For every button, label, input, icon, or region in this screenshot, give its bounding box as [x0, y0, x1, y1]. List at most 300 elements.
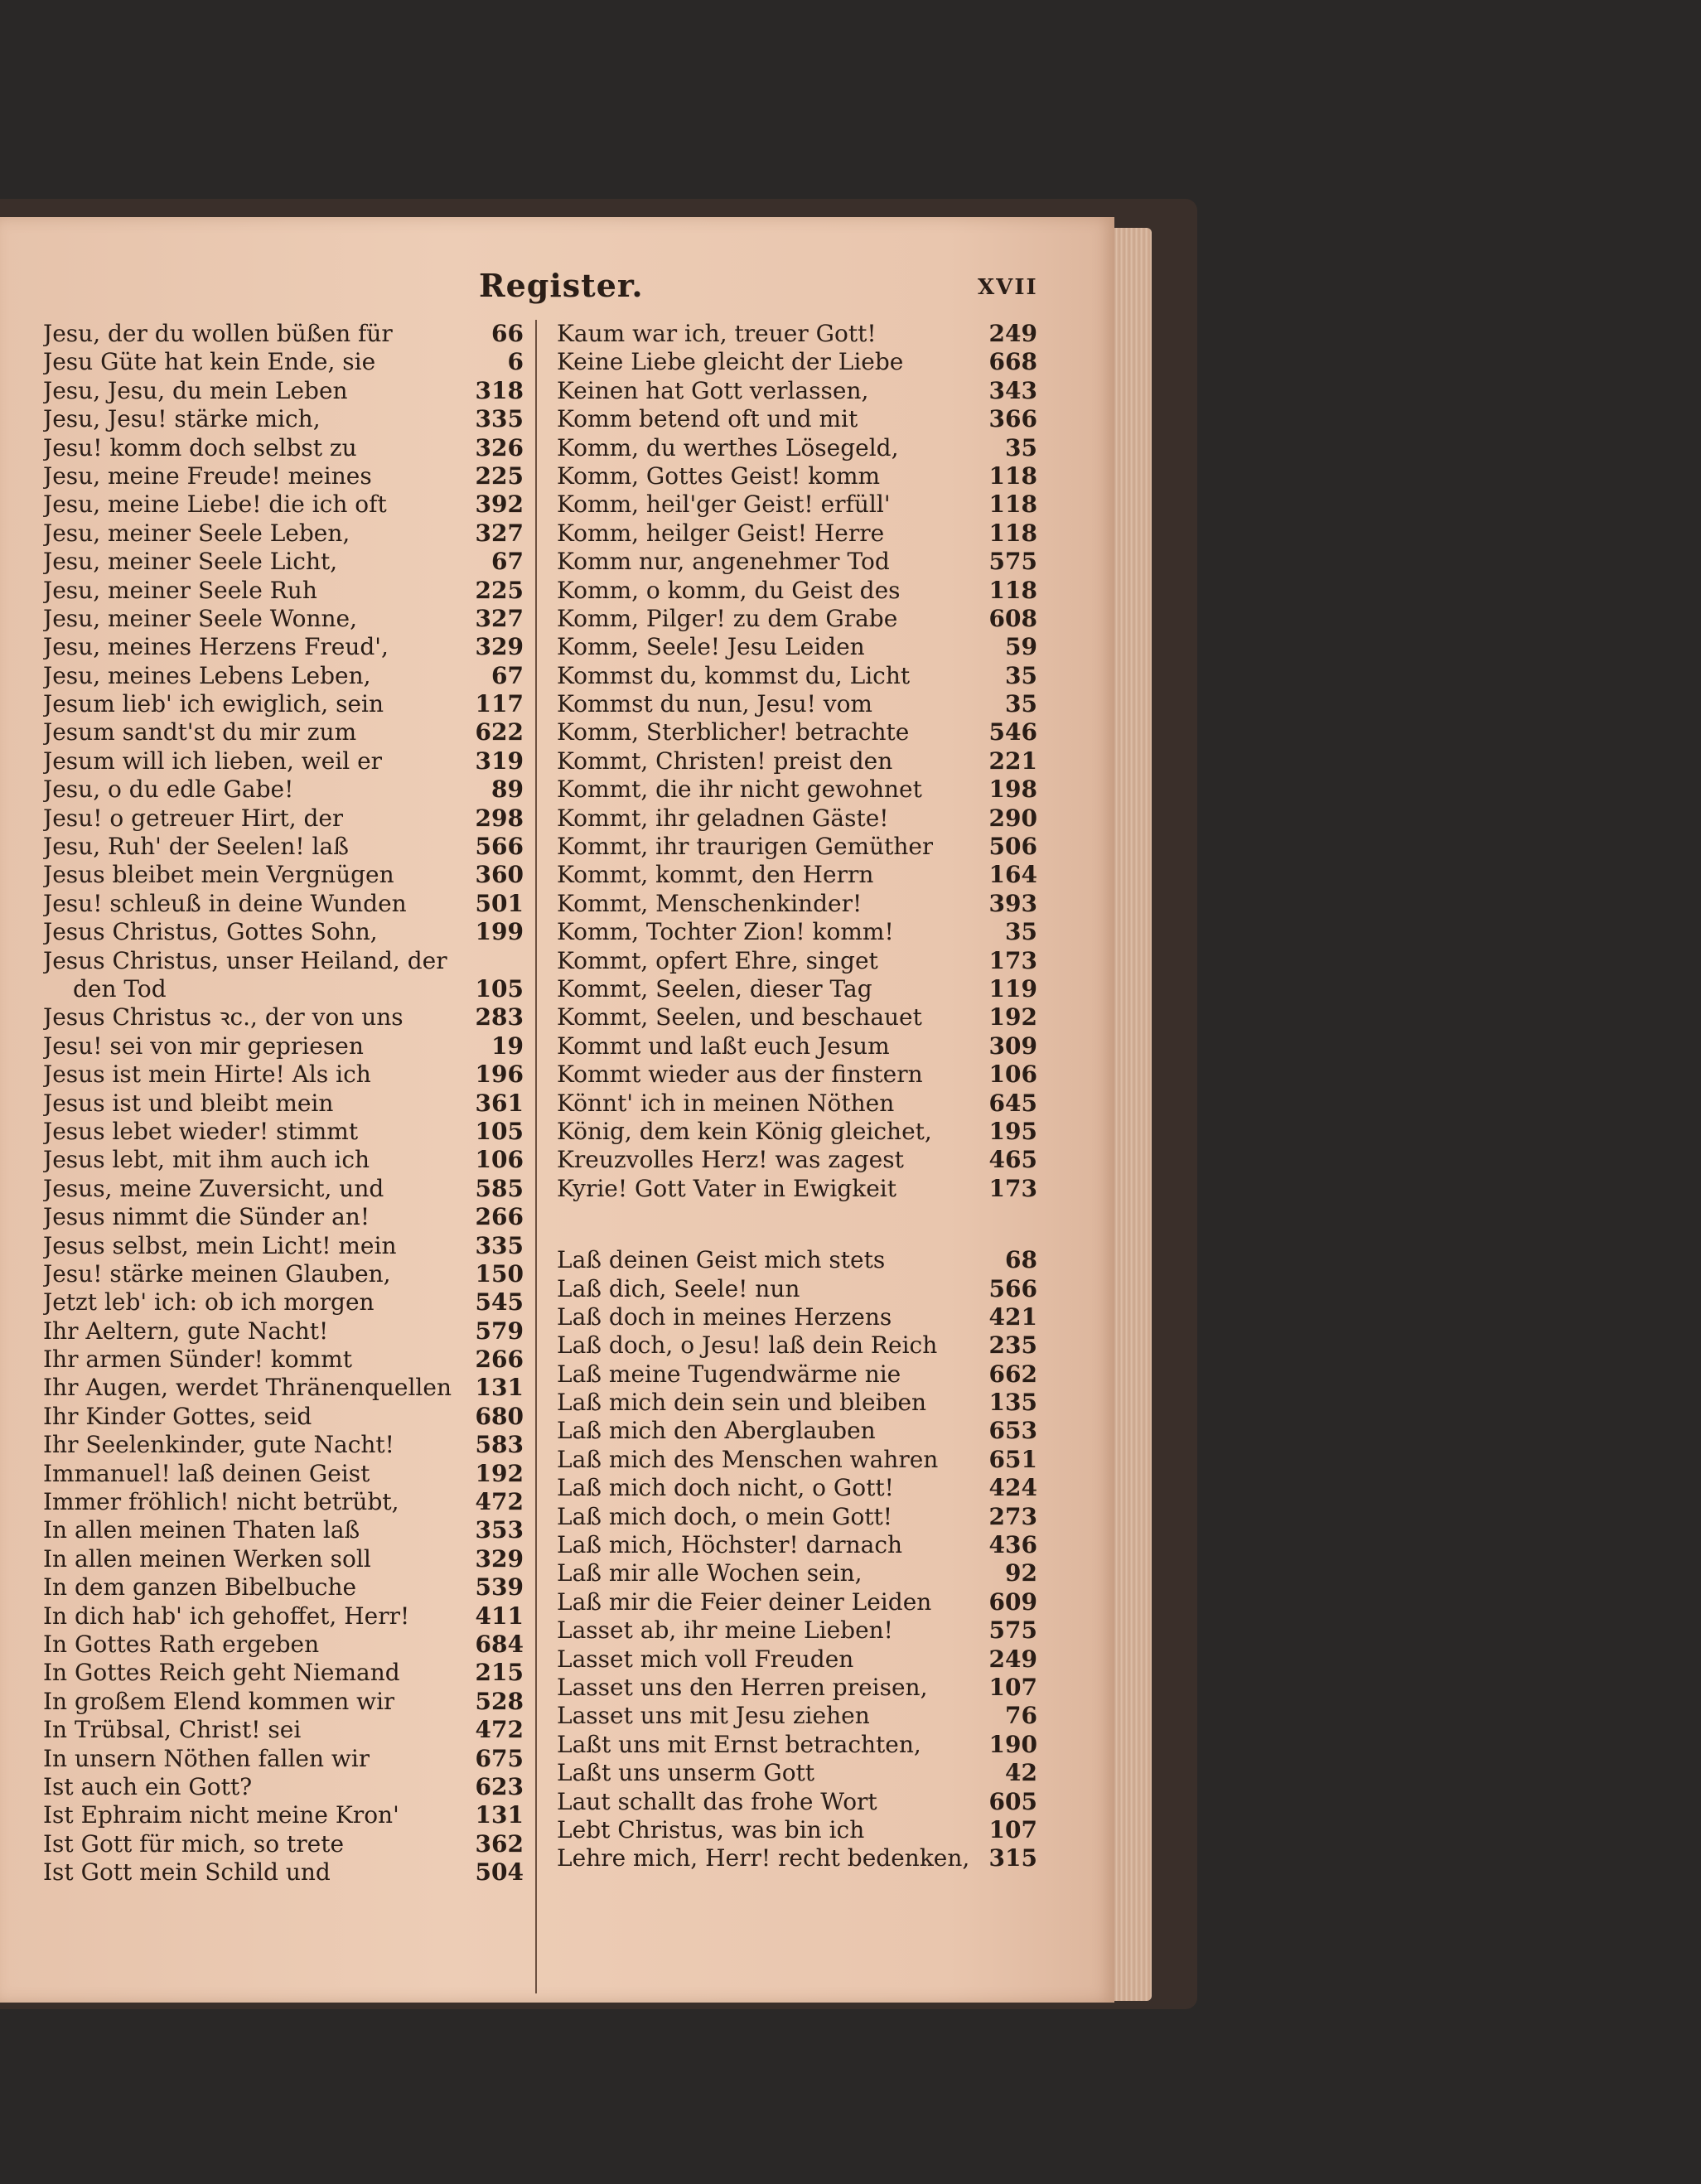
index-entry	[43, 1830, 524, 1858]
entry-title: Lebt Christus, was bin ich	[557, 1815, 865, 1843]
entry-title: Kommt, Christen! preist den	[557, 747, 893, 775]
index-entry	[43, 1317, 524, 1346]
entry-page-number: 107	[988, 1673, 1037, 1701]
entry-page-number: 579	[475, 1317, 524, 1345]
index-entry	[557, 1032, 1037, 1061]
entry-title: Jesu, der du wollen büßen für	[43, 320, 393, 347]
entry-page-number: 196	[475, 1061, 524, 1089]
index-entry	[43, 377, 524, 405]
index-entry	[557, 1360, 1037, 1389]
index-entry	[43, 776, 524, 804]
index-entry	[43, 1175, 524, 1203]
index-entry	[43, 1745, 524, 1773]
index-entry	[43, 1260, 524, 1288]
entry-title: Keine Liebe gleicht der Liebe	[557, 348, 904, 376]
entry-title: den Tod	[73, 974, 167, 1003]
entry-title: Ist Gott für mich, so trete	[43, 1829, 345, 1858]
index-entry	[557, 1389, 1037, 1417]
index-entry	[43, 1858, 524, 1887]
entry-title: Jetzt leb' ich: ob ich morgen	[43, 1288, 375, 1317]
entry-title: In großem Elend kommen wir	[43, 1687, 395, 1715]
index-entry	[43, 462, 524, 490]
entry-page-number: 19	[491, 1032, 524, 1060]
entry-title: Laß deinen Geist mich stets	[557, 1246, 886, 1274]
entry-page-number: 360	[475, 861, 524, 889]
entry-page-number: 472	[475, 1488, 524, 1516]
entry-page-number: 67	[491, 548, 524, 576]
entry-title: Jesu! stärke meinen Glauben,	[43, 1259, 391, 1288]
entry-page-number: 585	[475, 1174, 524, 1202]
index-entry	[557, 633, 1037, 661]
entry-title: Kommt, opfert Ehre, singet	[557, 946, 878, 974]
entry-page-number: 266	[475, 1203, 524, 1231]
entry-title: Laß mich des Menschen wahren	[557, 1445, 939, 1473]
entry-page-number: 106	[988, 1061, 1037, 1089]
page-header	[0, 267, 1114, 316]
entry-page-number: 684	[475, 1630, 524, 1658]
entry-page-number: 353	[475, 1516, 524, 1544]
entry-title: Laß meine Tugendwärme nie	[557, 1360, 901, 1388]
index-entry	[557, 1844, 1037, 1872]
entry-page-number: 35	[1005, 661, 1037, 689]
index-entry	[557, 1702, 1037, 1730]
entry-page-number: 273	[988, 1502, 1037, 1530]
entry-title: Jesu, meiner Seele Ruh	[43, 576, 317, 604]
entry-page-number: 67	[491, 661, 524, 689]
entry-page-number: 539	[475, 1573, 524, 1602]
entry-page-number: 6	[507, 348, 524, 376]
index-entry	[557, 548, 1037, 576]
entry-title: Jesus ist und bleibt mein	[43, 1089, 334, 1117]
entry-page-number: 266	[475, 1346, 524, 1374]
index-entry	[43, 434, 524, 462]
entry-title: Laß mir alle Wochen sein,	[557, 1559, 863, 1587]
index-entry	[557, 577, 1037, 605]
entry-title: Jesu! schleuß in deine Wunden	[43, 889, 407, 917]
index-entry	[43, 519, 524, 548]
index-entry	[43, 548, 524, 576]
entry-page-number: 319	[475, 747, 524, 775]
entry-page-number: 680	[475, 1402, 524, 1430]
index-entry	[557, 462, 1037, 490]
entry-title: Immanuel! laß deinen Geist	[43, 1459, 370, 1487]
entry-page-number: 609	[988, 1587, 1037, 1616]
index-entry	[43, 947, 524, 975]
entry-title: Kommt wieder aus der finstern	[557, 1061, 923, 1089]
entry-title: Laßt uns mit Ernst betrachten,	[557, 1730, 921, 1758]
entry-page-number: 651	[988, 1445, 1037, 1473]
entry-title: Jesu, o du edle Gabe!	[43, 776, 294, 804]
index-entry	[557, 662, 1037, 690]
entry-title: Laß doch in meines Herzens	[557, 1302, 892, 1331]
entry-page-number: 309	[988, 1032, 1037, 1060]
page-title: Register.	[479, 267, 644, 304]
entry-title: Kommt, Seelen, und beschauet	[557, 1003, 922, 1032]
entry-page-number: 225	[475, 461, 524, 490]
entry-page-number: 645	[988, 1089, 1037, 1117]
entry-title: Ihr armen Sünder! kommt	[43, 1346, 352, 1374]
entry-title: Laut schallt das frohe Wort	[557, 1787, 877, 1815]
entry-title: Laß mir die Feier deiner Leiden	[557, 1587, 932, 1616]
entry-page-number: 622	[475, 718, 524, 747]
entry-page-number: 583	[475, 1431, 524, 1459]
entry-page-number: 329	[475, 1544, 524, 1573]
index-entry	[557, 1503, 1037, 1531]
index-entry	[43, 1374, 524, 1402]
entry-page-number: 173	[988, 1174, 1037, 1202]
entry-page-number: 366	[988, 405, 1037, 433]
entry-page-number: 504	[475, 1858, 524, 1887]
index-entry	[557, 320, 1037, 348]
entry-title: Lasset uns den Herren preisen,	[557, 1673, 928, 1701]
entry-page-number: 662	[988, 1360, 1037, 1388]
entry-title: Immer fröhlich! nicht betrübt,	[43, 1488, 399, 1516]
entry-page-number: 105	[475, 1117, 524, 1145]
entry-page-number: 501	[475, 889, 524, 917]
entry-page-number: 566	[988, 1274, 1037, 1302]
entry-title: Laß mich, Höchster! darnach	[557, 1531, 903, 1559]
entry-title: Kommt, Seelen, dieser Tag	[557, 974, 872, 1003]
index-entry	[557, 519, 1037, 548]
index-entry	[557, 1588, 1037, 1616]
index-entry	[43, 1203, 524, 1231]
index-entry	[43, 747, 524, 776]
index-entry	[43, 1232, 524, 1260]
entry-title: Lasset uns mit Jesu ziehen	[557, 1702, 870, 1730]
index-entry	[557, 490, 1037, 519]
entry-title: König, dem kein König gleichet,	[557, 1117, 932, 1145]
entry-title: Jesum lieb' ich ewiglich, sein	[43, 690, 384, 718]
entry-title: Laß doch, o Jesu! laß dein Reich	[557, 1331, 938, 1360]
entry-title: Kyrie! Gott Vater in Ewigkeit	[557, 1174, 897, 1202]
index-entry	[557, 1090, 1037, 1118]
entry-page-number: 118	[988, 490, 1037, 519]
entry-title: Jesu, Ruh' der Seelen! laß	[43, 833, 349, 861]
entry-title: Komm, heil'ger Geist! erfüll'	[557, 490, 891, 519]
index-entry	[43, 1488, 524, 1516]
entry-page-number: 225	[475, 576, 524, 604]
index-entry	[557, 918, 1037, 946]
entry-page-number: 131	[475, 1374, 524, 1402]
index-entry	[43, 490, 524, 519]
entry-page-number: 150	[475, 1259, 524, 1288]
entry-title: Jesus nimmt die Sünder an!	[43, 1203, 370, 1231]
entry-title: Jesum sandt'st du mir zum	[43, 718, 357, 747]
index-entry	[557, 776, 1037, 804]
index-entry	[43, 1516, 524, 1544]
entry-page-number: 249	[988, 320, 1037, 347]
entry-page-number: 546	[988, 718, 1037, 747]
index-entry	[43, 1061, 524, 1089]
entry-page-number: 675	[475, 1744, 524, 1772]
entry-title: In dich hab' ich gehoffet, Herr!	[43, 1602, 410, 1630]
index-entry	[43, 1716, 524, 1744]
entry-title: Jesu Güte hat kein Ende, sie	[43, 348, 376, 376]
entry-page-number: 343	[988, 376, 1037, 404]
entry-title: Jesus lebet wieder! stimmt	[43, 1117, 359, 1145]
index-entry	[557, 1531, 1037, 1559]
entry-title: Jesu, Jesu! stärke mich,	[43, 405, 321, 433]
entry-page-number: 362	[475, 1829, 524, 1858]
entry-page-number: 198	[988, 776, 1037, 804]
entry-page-number: 506	[988, 833, 1037, 861]
entry-page-number: 315	[988, 1844, 1037, 1872]
index-entry	[557, 434, 1037, 462]
entry-page-number: 119	[988, 974, 1037, 1003]
index-entry	[43, 1631, 524, 1659]
book-page	[0, 217, 1114, 2003]
entry-title: In Trübsal, Christ! sei	[43, 1716, 302, 1744]
entry-title: Kommt und laßt euch Jesum	[557, 1032, 890, 1060]
entry-title: Laß mich dein sein und bleiben	[557, 1389, 927, 1417]
entry-page-number: 392	[475, 490, 524, 519]
index-entry	[43, 605, 524, 633]
entry-title: Kaum war ich, treuer Gott!	[557, 320, 877, 347]
index-entry	[557, 1303, 1037, 1331]
entry-page-number: 566	[475, 833, 524, 861]
index-entry	[557, 1474, 1037, 1502]
entry-page-number: 411	[475, 1602, 524, 1630]
index-entry	[43, 320, 524, 348]
entry-page-number: 605	[988, 1787, 1037, 1815]
entry-title: Jesu, meiner Seele Licht,	[43, 548, 338, 576]
index-column-right	[557, 320, 1037, 1873]
index-entry	[43, 577, 524, 605]
index-entry	[557, 1331, 1037, 1360]
entry-page-number: 329	[475, 633, 524, 661]
entry-title: Kommt, ihr traurigen Gemüther	[557, 833, 934, 861]
index-entry	[43, 1431, 524, 1459]
entry-title: Komm, Gottes Geist! komm	[557, 461, 881, 490]
entry-title: Kommt, ihr geladnen Gäste!	[557, 804, 889, 832]
index-entry	[43, 1659, 524, 1687]
index-section-l	[557, 1246, 1037, 1873]
index-entry	[43, 890, 524, 918]
entry-page-number: 35	[1005, 433, 1037, 461]
entry-title: Komm, o komm, du Geist des	[557, 576, 901, 604]
entry-title: Jesu, meine Liebe! die ich oft	[43, 490, 387, 519]
entry-title: Komm, Pilger! zu dem Grabe	[557, 604, 898, 632]
entry-title: In Gottes Rath ergeben	[43, 1630, 320, 1658]
entry-page-number: 235	[988, 1331, 1037, 1360]
entry-title: Kommst du nun, Jesu! vom	[557, 690, 872, 718]
index-entry	[43, 975, 524, 1003]
index-entry	[43, 861, 524, 889]
entry-page-number: 327	[475, 604, 524, 632]
index-entry	[557, 1759, 1037, 1787]
entry-page-number: 290	[988, 804, 1037, 832]
index-entry	[557, 747, 1037, 776]
index-entry	[43, 1146, 524, 1174]
entry-title: Komm, heilger Geist! Herre	[557, 519, 885, 547]
entry-page-number: 117	[475, 690, 524, 718]
entry-page-number: 668	[988, 348, 1037, 376]
index-entry	[557, 1175, 1037, 1203]
index-entry	[43, 1773, 524, 1801]
entry-page-number: 131	[475, 1801, 524, 1829]
index-entry	[557, 1446, 1037, 1474]
entry-page-number: 221	[988, 747, 1037, 775]
index-entry	[43, 1602, 524, 1631]
entry-title: Kommt, kommt, den Herrn	[557, 861, 874, 889]
entry-title: Jesus, meine Zuversicht, und	[43, 1174, 384, 1202]
entry-page-number: 436	[988, 1531, 1037, 1559]
index-entry	[43, 1032, 524, 1061]
entry-title: In allen meinen Werken soll	[43, 1544, 371, 1573]
entry-page-number: 92	[1005, 1559, 1037, 1587]
entry-title: Ihr Augen, werdet Thränenquellen	[43, 1374, 452, 1402]
entry-page-number: 608	[988, 604, 1037, 632]
entry-title: Jesus lebt, mit ihm auch ich	[43, 1146, 370, 1174]
index-entry	[43, 690, 524, 718]
index-entry	[43, 1003, 524, 1032]
index-entry	[557, 718, 1037, 747]
index-entry	[557, 605, 1037, 633]
entry-page-number: 298	[475, 804, 524, 832]
entry-title: Laß mich doch, o mein Gott!	[557, 1502, 893, 1530]
entry-page-number: 653	[988, 1417, 1037, 1445]
index-entry	[557, 1674, 1037, 1702]
index-entry	[557, 405, 1037, 433]
entry-title: Komm betend oft und mit	[557, 405, 858, 433]
entry-page-number: 195	[988, 1117, 1037, 1145]
index-entry	[557, 1061, 1037, 1089]
entry-page-number: 173	[988, 946, 1037, 974]
entry-page-number: 575	[988, 548, 1037, 576]
index-entry	[557, 348, 1037, 376]
index-entry	[557, 1731, 1037, 1759]
index-entry	[557, 1417, 1037, 1445]
entry-page-number: 528	[475, 1687, 524, 1715]
entry-title: Ist Ephraim nicht meine Kron'	[43, 1801, 399, 1829]
index-entry	[557, 1788, 1037, 1816]
index-entry	[43, 662, 524, 690]
index-entry	[557, 377, 1037, 405]
entry-page-number: 421	[988, 1302, 1037, 1331]
entry-title: Jesum will ich lieben, weil er	[43, 747, 383, 775]
entry-page-number: 59	[1005, 633, 1037, 661]
entry-title: Jesu! o getreuer Hirt, der	[43, 804, 344, 832]
entry-title: In Gottes Reich geht Niemand	[43, 1659, 400, 1687]
entry-title: Laßt uns unserm Gott	[557, 1759, 815, 1787]
entry-page-number: 107	[988, 1815, 1037, 1843]
index-entry	[557, 1645, 1037, 1674]
entry-title: Komm, Tochter Zion! komm!	[557, 918, 894, 946]
entry-page-number: 424	[988, 1474, 1037, 1502]
entry-title: Jesus bleibet mein Vergnügen	[43, 861, 394, 889]
index-entry	[557, 690, 1037, 718]
entry-title: Jesus Christus, unser Heiland, der	[43, 946, 447, 974]
entry-title: Jesu, meine Freude! meines	[43, 461, 372, 490]
index-entry	[43, 1090, 524, 1118]
index-entry	[557, 1246, 1037, 1274]
entry-title: Jesus Christus ꝛc., der von uns	[43, 1003, 404, 1032]
index-entry	[557, 1816, 1037, 1844]
index-entry	[557, 1118, 1037, 1146]
index-entry	[557, 1559, 1037, 1587]
entry-page-number: 192	[475, 1459, 524, 1487]
entry-page-number: 68	[1005, 1246, 1037, 1274]
entry-page-number: 249	[988, 1645, 1037, 1673]
index-entry	[557, 1275, 1037, 1303]
entry-title: Jesu, meiner Seele Leben,	[43, 519, 350, 547]
entry-page-number: 393	[988, 889, 1037, 917]
entry-page-number: 472	[475, 1716, 524, 1744]
page-number: XVII	[978, 275, 1038, 300]
entry-title: Jesu, meines Lebens Leben,	[43, 661, 371, 689]
index-entry	[557, 861, 1037, 889]
entry-title: Kommt, die ihr nicht gewohnet	[557, 776, 922, 804]
index-entry	[43, 805, 524, 833]
entry-page-number: 106	[475, 1146, 524, 1174]
index-entry	[557, 975, 1037, 1003]
entry-page-number: 575	[988, 1616, 1037, 1645]
entry-title: Ihr Kinder Gottes, seid	[43, 1402, 312, 1430]
index-entry	[43, 633, 524, 661]
entry-page-number: 105	[475, 974, 524, 1003]
entry-title: Komm nur, angenehmer Tod	[557, 548, 890, 576]
entry-title: In unsern Nöthen fallen wir	[43, 1744, 370, 1772]
entry-title: Kommst du, kommst du, Licht	[557, 661, 911, 689]
entry-title: Jesus Christus, Gottes Sohn,	[43, 918, 378, 946]
entry-page-number: 118	[988, 576, 1037, 604]
entry-page-number: 199	[475, 918, 524, 946]
column-divider	[535, 320, 537, 1993]
index-column-left	[43, 320, 524, 1887]
entry-title: Jesu, meiner Seele Wonne,	[43, 604, 357, 632]
index-entry	[43, 918, 524, 946]
entry-page-number: 361	[475, 1089, 524, 1117]
entry-page-number: 215	[475, 1659, 524, 1687]
entry-page-number: 623	[475, 1772, 524, 1800]
entry-title: Lasset mich voll Freuden	[557, 1645, 854, 1673]
entry-title: Kommt, Menschenkinder!	[557, 889, 863, 917]
index-entry	[43, 1346, 524, 1374]
entry-title: Lehre mich, Herr! recht bedenken,	[557, 1844, 970, 1872]
index-entry	[557, 1146, 1037, 1174]
entry-page-number: 76	[1005, 1702, 1037, 1730]
index-entry	[557, 890, 1037, 918]
entry-page-number: 35	[1005, 690, 1037, 718]
index-entry	[557, 833, 1037, 861]
entry-title: Kreuzvolles Herz! was zagest	[557, 1146, 904, 1174]
entry-title: Könnt' ich in meinen Nöthen	[557, 1089, 895, 1117]
entry-page-number: 35	[1005, 918, 1037, 946]
entry-title: Lasset ab, ihr meine Lieben!	[557, 1616, 893, 1645]
entry-title: Ihr Aeltern, gute Nacht!	[43, 1317, 329, 1345]
entry-title: Komm, Seele! Jesu Leiden	[557, 633, 865, 661]
index-entry	[43, 1403, 524, 1431]
index-entry	[43, 1545, 524, 1573]
entry-title: Jesus selbst, mein Licht! mein	[43, 1231, 397, 1259]
index-entry	[43, 1460, 524, 1488]
entry-page-number: 190	[988, 1730, 1037, 1758]
entry-title: Ist auch ein Gott?	[43, 1772, 253, 1800]
section-gap	[557, 1203, 1037, 1246]
entry-title: Jesu! komm doch selbst zu	[43, 433, 357, 461]
entry-page-number: 192	[988, 1003, 1037, 1032]
entry-title: Ihr Seelenkinder, gute Nacht!	[43, 1431, 394, 1459]
index-entry	[557, 805, 1037, 833]
index-entry	[557, 1003, 1037, 1032]
entry-page-number: 545	[475, 1288, 524, 1317]
index-entry	[43, 1118, 524, 1146]
entry-page-number: 465	[988, 1146, 1037, 1174]
entry-title: Jesu! sei von mir gepriesen	[43, 1032, 364, 1060]
index-entry	[43, 833, 524, 861]
entry-title: Komm, du werthes Lösegeld,	[557, 433, 899, 461]
entry-page-number: 327	[475, 519, 524, 547]
